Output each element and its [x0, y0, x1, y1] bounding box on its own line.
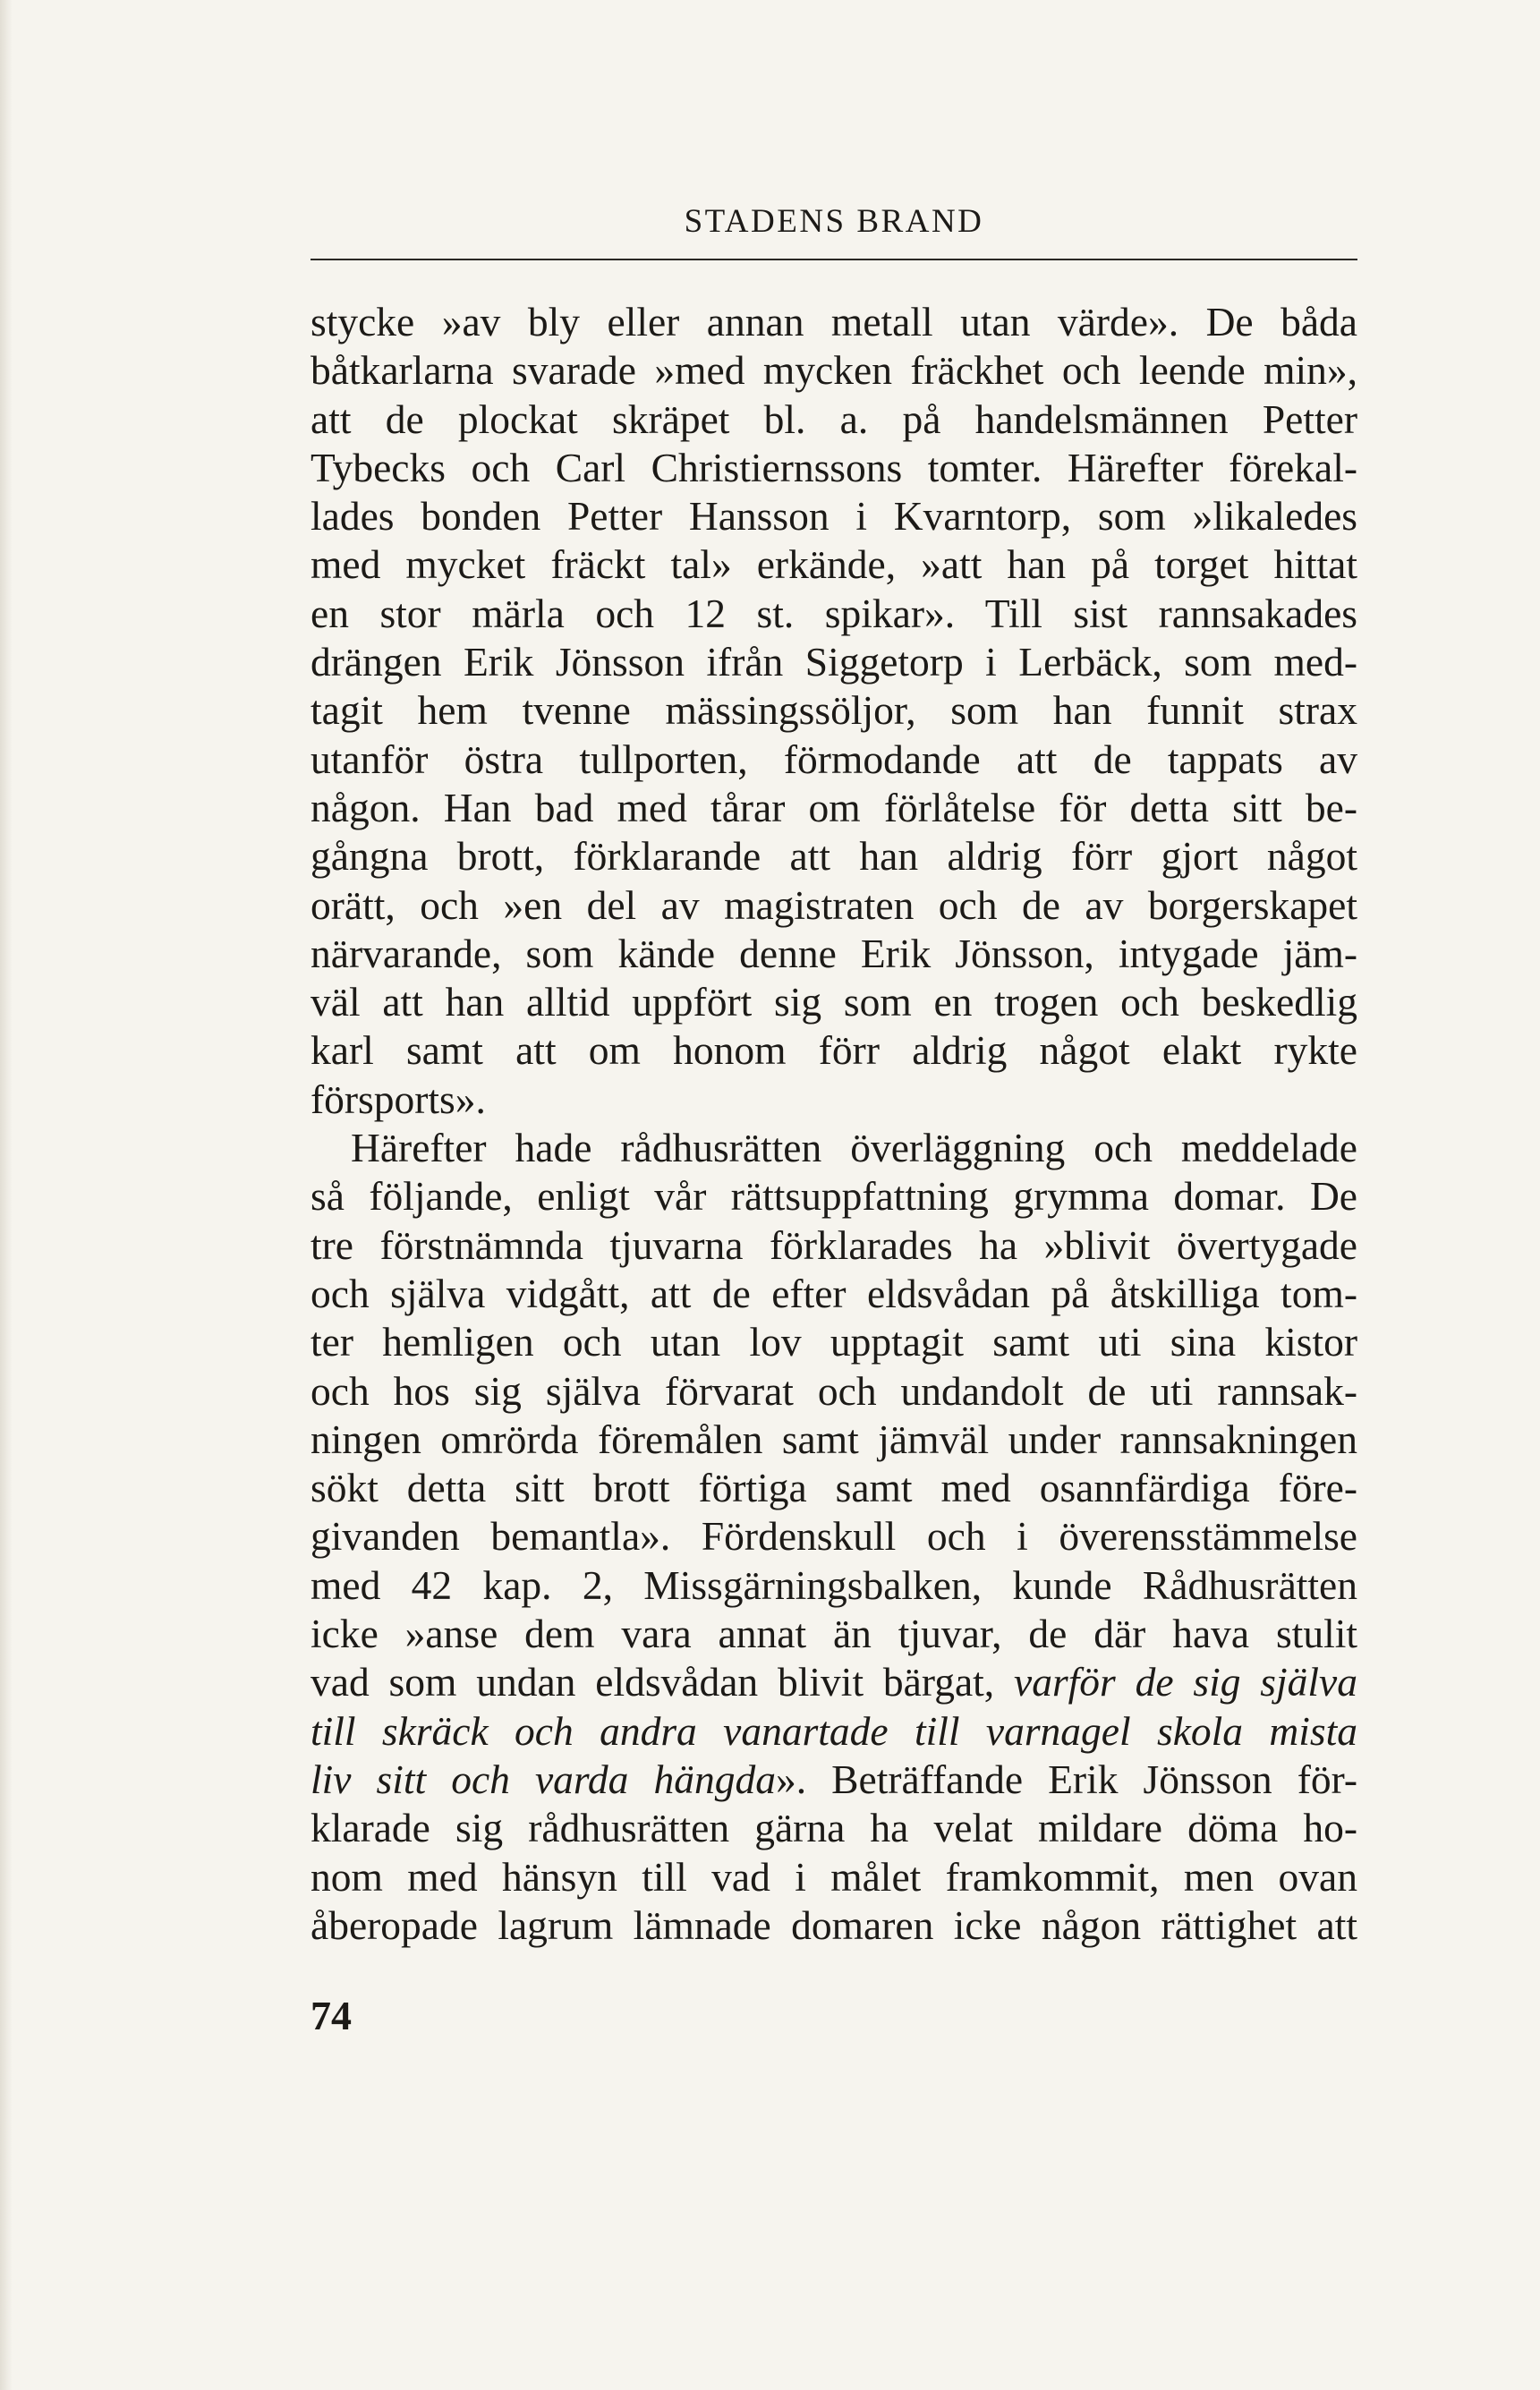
text-line: åberopade lagrum lämnade domaren icke någon rättighet att	[311, 1901, 1357, 1948]
text-line: att de plockat skräpet bl. a. på handelsmännen Petter	[311, 395, 1357, 442]
text-line: icke »anse dem vara annat än tjuvar, de där hava stulit	[311, 1611, 1357, 1657]
text-line: med 42 kap. 2, Missgärningsbalken, kunde Rådhusrätten	[311, 1561, 1357, 1608]
page-edge-shadow	[0, 0, 13, 2390]
text-line: Tybecks och Carl Christiernssons tomter. Härefter förekal-	[311, 444, 1357, 490]
text-line: väl att han alltid uppfört sig som en trogen och beskedlig	[311, 979, 1357, 1025]
text-line: så följande, enligt vår rättsuppfattning grymma domar. De	[311, 1173, 1357, 1220]
header-rule	[311, 259, 1357, 260]
text-line: och själva vidgått, att de efter eldsvådan på åtskilliga tom-	[311, 1270, 1357, 1316]
text-line: lades bonden Petter Hansson i Kvarntorp, som »likaledes	[311, 493, 1357, 540]
text-line: klarade sig rådhusrätten gärna ha velat mildare döma ho-	[311, 1805, 1357, 1851]
text-line: orätt, och »en del av magistraten och de av borgerskapet	[311, 881, 1357, 928]
text-segment: ». Beträffande Erik Jönsson för-	[776, 1756, 1357, 1802]
text-line: stycke »av bly eller annan metall utan värde». De båda	[311, 299, 1357, 344]
body-text	[311, 298, 1357, 1950]
text-line: gångna brott, förklarande att han aldrig förr gjort något	[311, 833, 1357, 880]
text-line: givanden bemantla». Fördenskull och i överensstämmelse	[311, 1513, 1357, 1560]
text-line: utanför östra tullporten, förmodande att de tappats av	[311, 736, 1357, 782]
paragraph-start-line: Härefter hade rådhusrätten överläggning och meddelade	[351, 1125, 1357, 1171]
page-number: 74	[311, 1993, 352, 2038]
text-line: en stor märla och 12 st. spikar». Till sist rannsakades	[311, 590, 1357, 636]
text-line: karl samt att om honom förr aldrig något elakt rykte	[311, 1027, 1357, 1074]
text-segment: vad som undan eldsvådan blivit bärgat,	[311, 1659, 1014, 1705]
paragraph-end-line: försports».	[311, 1076, 486, 1122]
text-line: tre förstnämnda tjuvarna förklarades ha »blivit övertygade	[311, 1221, 1357, 1268]
italic-quote: liv sitt och varda hängda	[311, 1756, 776, 1802]
text-line: någon. Han bad med tårar om förlåtelse för detta sitt be-	[311, 784, 1357, 830]
text-line	[311, 1707, 1357, 1756]
running-head: STADENS BRAND	[684, 203, 984, 240]
text-line: tagit hem tvenne mässingssöljor, som han funnit strax	[311, 687, 1357, 734]
text-line: nom med hänsyn till vad i målet framkommit, men ovan	[311, 1853, 1357, 1900]
text-line	[311, 1756, 1357, 1804]
text-line: och hos sig själva förvarat och undandolt de uti rannsak-	[311, 1367, 1357, 1414]
text-line: närvarande, som kände denne Erik Jönsson, intygade jäm-	[311, 930, 1357, 976]
text-line: med mycket fräckt tal» erkände, »att han på torget hittat	[311, 541, 1357, 588]
italic-quote: varför de sig själva	[1014, 1659, 1357, 1705]
italic-quote: till skräck och andra vanartade till varnagel skola mista	[311, 1707, 1357, 1754]
text-line: båtkarlarna svarade »med mycken fräckhet och leende min»,	[311, 347, 1357, 394]
text-line: sökt detta sitt brott förtiga samt med osannfärdiga före-	[311, 1465, 1357, 1511]
text-line: ter hemligen och utan lov upptagit samt uti sina kistor	[311, 1319, 1357, 1365]
text-line: drängen Erik Jönsson ifrån Siggetorp i Lerbäck, som med-	[311, 639, 1357, 685]
text-line: ningen omrörda föremålen samt jämväl under rannsakningen	[311, 1416, 1357, 1462]
text-line	[311, 1658, 1357, 1706]
